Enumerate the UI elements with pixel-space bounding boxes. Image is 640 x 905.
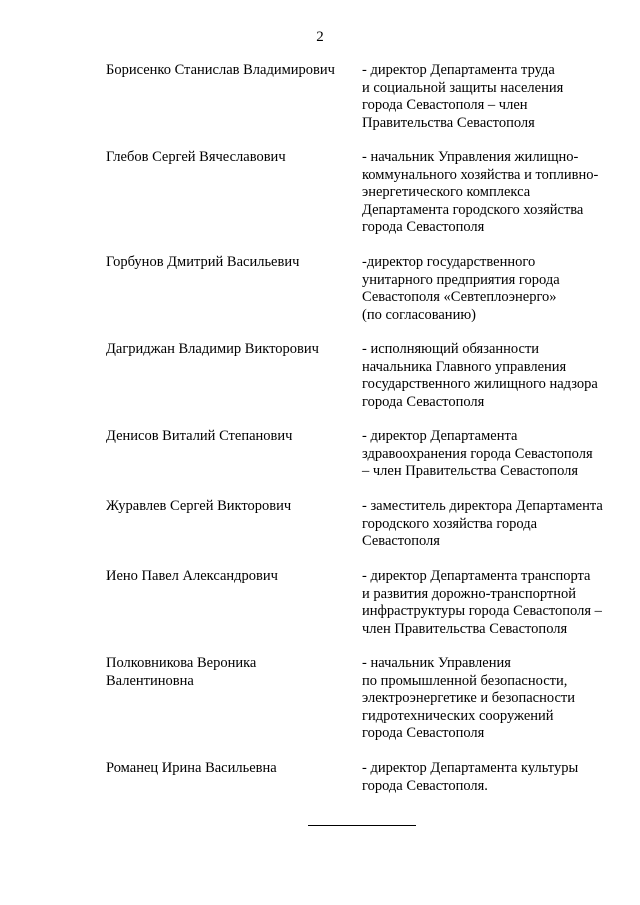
member-role-line: (по согласованию) [362,306,476,323]
member-role-line: города Севастополя [362,219,485,235]
member-role-line: член Правительства Севастополя [362,620,568,637]
member-role-line: - исполняющий обязанности [362,341,540,357]
member-role [362,428,626,481]
member-role-line: по промышленной безопасности, [362,672,568,689]
member-name-line: Глебов Сергей Вячеславович [106,149,286,165]
member-role-line: - начальник Управления жилищно- [362,149,579,165]
member-role-line: гидротехнических сооружений [362,707,554,724]
member-role-line: – член Правительства Севастополя [362,463,579,479]
member-role [362,62,626,132]
member-role [362,655,626,743]
member-role-line: Правительства Севастополя [362,114,535,131]
member-role-line: городского хозяйства города [362,515,538,532]
member-role [362,568,626,638]
member-role-line: -директор государственного [362,254,536,270]
member-role-line: - директор Департамента труда [362,62,555,78]
member-role [362,254,626,324]
member-role-line: - заместитель директора Департамента [362,498,603,514]
member-role-line: города Севастополя – член [362,97,528,113]
member-name [106,254,346,272]
member-name-line: Горбунов Дмитрий Васильевич [106,254,300,270]
member-name [106,568,346,586]
member-role-line: Департамента городского хозяйства [362,201,584,218]
member-role-line: Севастополя «Севтеплоэнерго» [362,289,557,305]
member-role-line: города Севастополя [362,393,485,410]
member-role-line: Севастополя [362,533,440,549]
member-role-line: электроэнергетике и безопасности [362,690,575,706]
member-name-line: Полковникова Вероника [106,655,257,671]
member-name-line: Журавлев Сергей Викторович [106,498,292,514]
page-number: 2 [316,29,324,45]
member-name [106,655,346,690]
member-name [106,62,346,80]
member-role [362,341,626,411]
member-role [362,760,626,795]
member-name [106,428,346,446]
member-name-line: Денисов Виталий Степанович [106,428,293,444]
member-name-line: Валентиновна [106,672,194,689]
member-role-line: энергетического комплекса [362,184,531,200]
end-of-list-divider [308,825,416,826]
member-role-line: - директор Департамента культуры [362,760,579,776]
member-name [106,341,346,359]
member-name-line: Романец Ирина Васильевна [106,760,277,776]
member-role-line: - директор Департамента [362,428,518,444]
member-name [106,498,346,516]
member-role-line: коммунального хозяйства и топливно- [362,166,599,183]
member-name-line: Дагриджан Владимир Викторович [106,341,319,357]
member-role-line: и развития дорожно-транспортной [362,585,576,602]
member-name [106,149,346,167]
member-role-line: унитарного предприятия города [362,271,560,288]
member-name-line: Борисенко Станислав Владимирович [106,62,335,78]
member-role-line: здравоохранения города Севастополя [362,445,593,462]
member-role-line: - директор Департамента транспорта [362,568,591,584]
member-role-line: инфраструктуры города Севастополя – [362,603,602,619]
member-name-line: Иено Павел Александрович [106,568,278,584]
member-role-line: города Севастополя [362,725,485,741]
member-role-line: государственного жилищного надзора [362,376,598,392]
member-role-line: города Севастополя. [362,777,488,794]
member-role-line: - начальник Управления [362,655,511,671]
member-role-line: и социальной защиты населения [362,79,564,96]
member-role [362,149,626,237]
member-role [362,498,626,551]
member-name [106,760,346,778]
member-role-line: начальника Главного управления [362,358,567,375]
